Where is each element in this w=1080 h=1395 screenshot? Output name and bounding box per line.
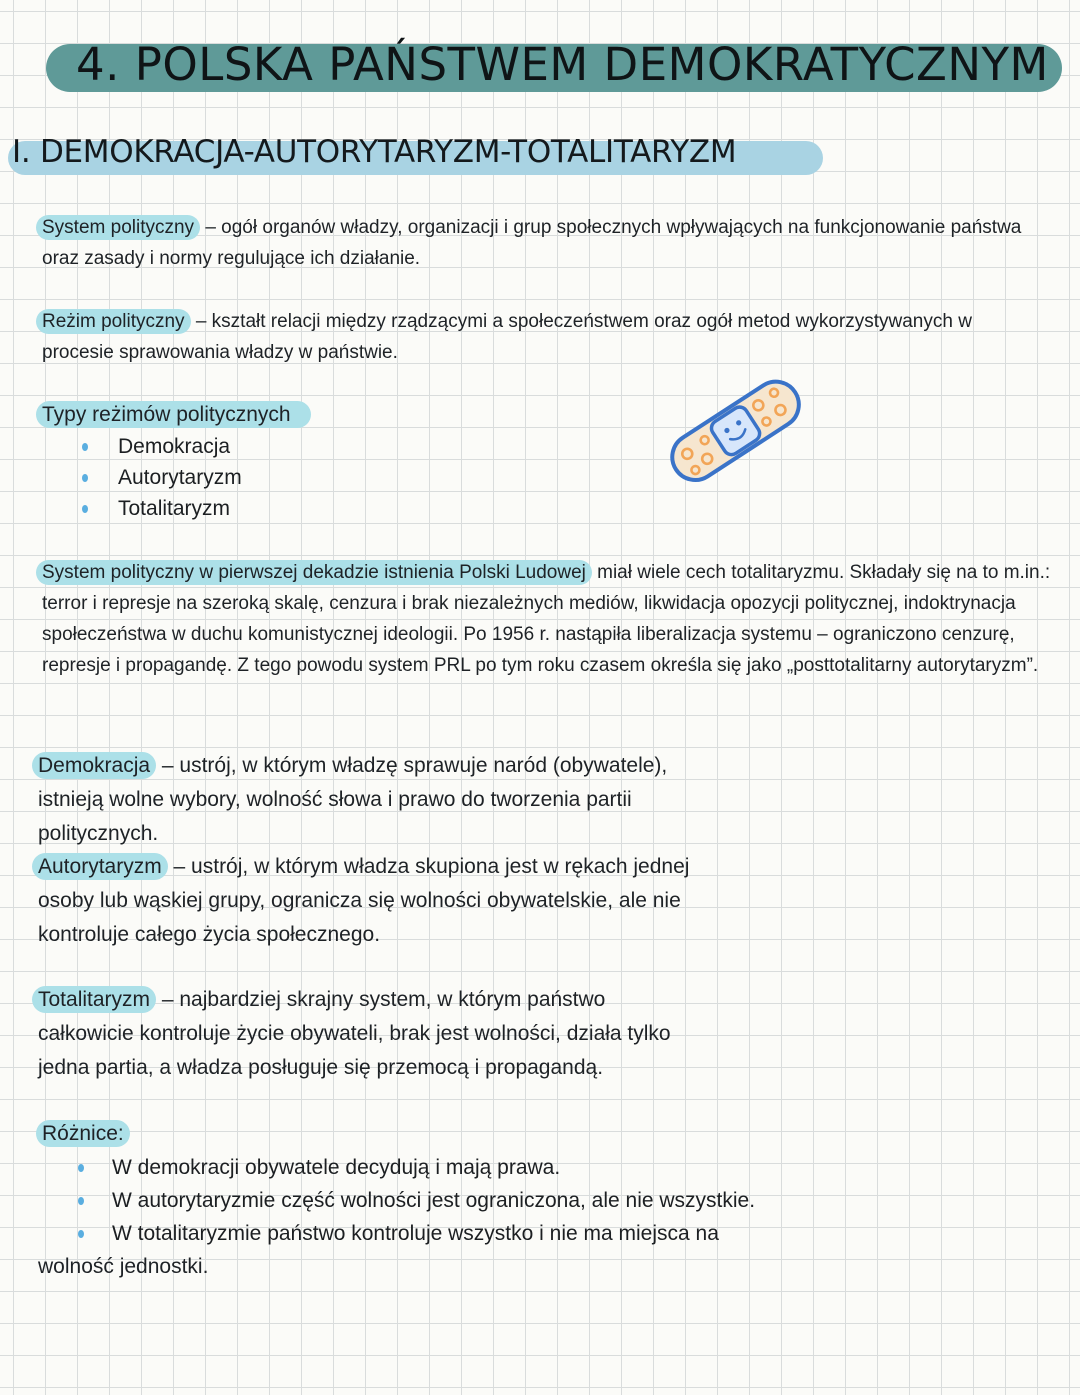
differences-list — [76, 1151, 802, 1250]
definition-totalitarianism-text: – najbardziej skrajny system, w którym państwo całkowicie kontroluje życie obywateli, brak jest wolności, działa tylko jedna partia, a władza posługuje się przemocą i propagandą. — [38, 988, 671, 1079]
regime-types — [42, 399, 442, 524]
list-item: W demokracji obywatele decydują i mają prawa. — [76, 1151, 802, 1184]
list-item: Totalitaryzm — [80, 493, 442, 524]
list-item: W totalitaryzmie państwo kontroluje wszystko i nie ma miejsca na — [76, 1217, 802, 1250]
definition-system — [42, 212, 1052, 274]
regime-types-heading: Typy reżimów politycznych — [36, 401, 311, 428]
differences-heading: Różnice: — [36, 1120, 130, 1147]
prl-paragraph — [42, 557, 1057, 681]
term-totalitarianism: Totalitaryzm — [32, 986, 156, 1013]
bandage-sticker-icon — [660, 368, 810, 493]
differences-tail: wolność jednostki. — [38, 1255, 209, 1278]
definition-totalitarianism — [38, 983, 688, 1085]
term-authoritarianism: Autorytaryzm — [32, 853, 168, 880]
page-title: 4. POLSKA PAŃSTWEM DEMOKRATYCZNYM — [76, 38, 1049, 91]
definition-regime — [42, 306, 1032, 368]
term-regime: Reżim polityczny — [36, 309, 191, 334]
regime-types-list — [80, 431, 442, 524]
definition-democracy-text: – ustrój, w którym władzę sprawuje naród (obywatele), istnieją wolne wybory, wolność słowa i prawo do tworzenia partii politycznych. — [38, 754, 668, 845]
definition-authoritarianism-text: – ustrój, w którym władza skupiona jest w rękach jednej osoby lub wąskiej grupy, ogranicza się wolności obywatelskie, ale nie kontroluje całego życia społecznego. — [38, 855, 690, 946]
prl-highlight: System polityczny w pierwszej dekadzie istnienia Polski Ludowej — [36, 560, 592, 585]
section-heading: I. DEMOKRACJA-AUTORYTARYZM-TOTALITARYZM — [12, 134, 737, 170]
prl-text: miał wiele cech totalitaryzmu. Składały się na to m.in.: terror i represje na szeroką skalę, cenzura i brak niezależnych mediów, likwidacja opozycji politycznej, indoktrynacja społeczeństwa w duchu komunistycznej ideologii. Po 1956 r. nastąpiła liberalizacja systemu – ograniczono cenzurę, represje i propagandę. Z tego powodu system PRL po tym roku czasem określa się jako „posttotalitarny autorytaryzm”. — [42, 562, 1051, 676]
differences — [38, 1117, 802, 1284]
definition-system-text: – ogół organów władzy, organizacji i grup społecznych wpływających na funkcjonowanie państwa oraz zasady i normy regulujące ich działanie. — [42, 217, 1022, 269]
term-democracy: Demokracja — [32, 752, 156, 779]
definition-democracy — [38, 749, 728, 851]
term-system: System polityczny — [36, 215, 200, 240]
list-item: W autorytaryzmie część wolności jest ograniczona, ale nie wszystkie. — [76, 1184, 802, 1217]
definition-authoritarianism — [38, 850, 738, 952]
definition-regime-text: – kształt relacji między rządzącymi a społeczeństwem oraz ogół metod wykorzystywanych w procesie sprawowania władzy w państwie. — [42, 311, 972, 363]
list-item: Demokracja — [80, 431, 442, 462]
list-item: Autorytaryzm — [80, 462, 442, 493]
